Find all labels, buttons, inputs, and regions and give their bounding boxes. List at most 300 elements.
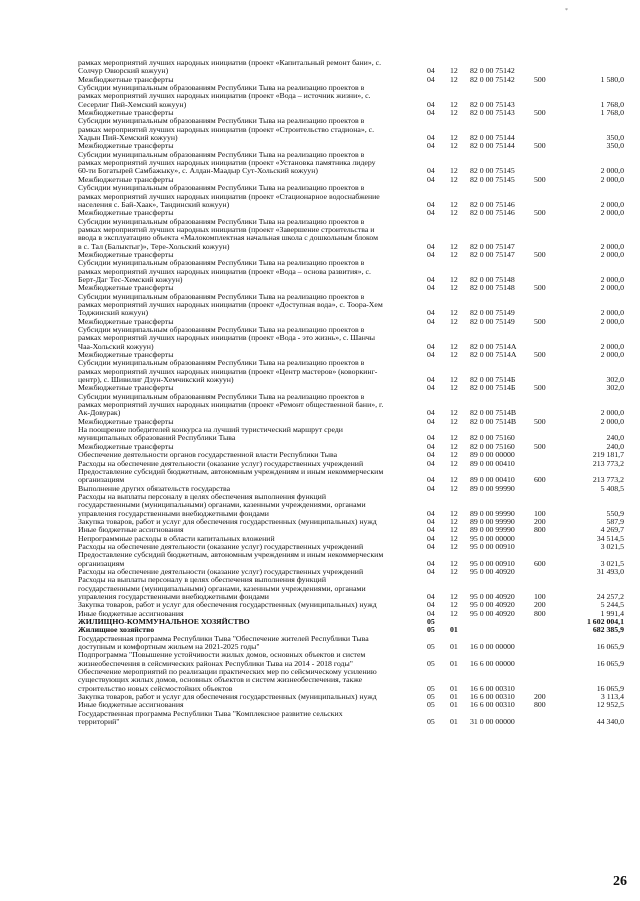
row-name-line: Субсидии муниципальным образованиям Республики Тыва на реализацию проектов в <box>78 149 365 159</box>
amount: 550,9 <box>606 508 624 518</box>
subsection-code: 12 <box>450 450 458 460</box>
section-code: 04 <box>427 133 435 143</box>
row-name-line: организациям <box>78 475 125 485</box>
target-article-code: 16 0 00 00000 <box>470 642 515 652</box>
expense-type-code: 500 <box>534 383 546 393</box>
row-name <box>78 710 418 727</box>
subsection-code: 12 <box>450 66 458 76</box>
row-name-line: рамках мероприятий лучших народных инициатив (проект «Доступная вода», с. Тоора-Хем <box>78 299 383 309</box>
section-code: 04 <box>427 558 435 568</box>
expense-type-code: 500 <box>534 74 546 84</box>
row-name-line: Субсидии муниципальным образованиям Республики Тыва на реализацию проектов в <box>78 258 365 268</box>
target-article-code: 89 0 00 99990 <box>470 483 515 493</box>
amount: 16 065,9 <box>596 658 624 668</box>
row-name-line: в с. Тал (Балыктыг)», Тере-Хольский кожуун) <box>78 241 230 251</box>
section-code: 04 <box>427 208 435 218</box>
row-name-line: Межбюджетные трансферты <box>78 74 174 84</box>
section-code: 04 <box>427 566 435 576</box>
target-article-code: 95 0 00 40920 <box>470 600 515 610</box>
row-name-line: Чаа-Хольский кожуун) <box>78 341 154 351</box>
row-name-line: Межбюджетные трансферты <box>78 416 174 426</box>
subsection-code: 01 <box>450 658 458 668</box>
subsection-code: 12 <box>450 241 458 251</box>
section-code: 05 <box>427 658 435 668</box>
table-row <box>78 84 638 109</box>
amount: 34 514,5 <box>596 533 624 543</box>
amount: 1 991,4 <box>600 608 624 618</box>
row-name-line: Тоджинский кожуун) <box>78 308 149 318</box>
section-code: 04 <box>427 458 435 468</box>
row-name <box>78 218 418 251</box>
target-article-code: 95 0 00 40920 <box>470 566 515 576</box>
amount: 2 000,0 <box>600 199 624 209</box>
row-name-line: Солчур Овюрский кожуун) <box>78 66 169 76</box>
target-article-code: 95 0 00 40920 <box>470 592 515 601</box>
section-code: 04 <box>427 249 435 259</box>
amount: 2 000,0 <box>600 350 624 360</box>
table-row <box>78 359 638 384</box>
row-name-line: Жилищное хозяйство <box>78 625 155 635</box>
table-row <box>78 551 638 568</box>
target-article-code: 82 0 00 75145 <box>470 174 515 184</box>
row-name-line: Предоставление субсидий бюджетным, автономным учреждениям и иным некоммерческим <box>78 466 384 476</box>
row-name-line: рамках мероприятий лучших народных инициатив (проект «Капитальный ремонт бани», с. <box>78 58 382 67</box>
budget-table <box>78 59 638 727</box>
row-name-line: Субсидии муниципальным образованиям Республики Тыва на реализацию проектов в <box>78 116 365 126</box>
row-name-line: Иные бюджетные ассигнования <box>78 700 184 710</box>
table-row <box>78 293 638 318</box>
table-row <box>78 651 638 668</box>
target-article-code: 82 0 00 75149 <box>470 316 515 326</box>
section-code: 04 <box>427 600 435 610</box>
expense-type-code: 800 <box>534 700 546 710</box>
table-row <box>78 493 638 518</box>
target-article-code: 95 0 00 00910 <box>470 541 515 551</box>
amount: 350,0 <box>606 133 624 143</box>
subsection-code: 12 <box>450 274 458 284</box>
row-name <box>78 493 418 518</box>
subsection-code: 12 <box>450 608 458 618</box>
amount: 213 773,2 <box>592 475 624 485</box>
table-row <box>78 151 638 176</box>
section-code: 04 <box>427 450 435 460</box>
row-name-line: Государственная программа Республики Тыва "Комплексное развитие сельских <box>78 708 343 718</box>
subsection-code: 01 <box>450 692 458 702</box>
subsection-code: 12 <box>450 133 458 143</box>
subsection-code: 12 <box>450 174 458 184</box>
table-row <box>78 426 638 443</box>
row-name-line: Обеспечение деятельности органов государственной власти Республики Тыва <box>78 450 338 460</box>
target-article-code: 82 0 00 75143 <box>470 99 515 109</box>
expense-type-code: 500 <box>534 283 546 293</box>
target-article-code: 95 0 00 00000 <box>470 533 515 543</box>
row-name <box>78 59 418 76</box>
section-code: 04 <box>427 525 435 535</box>
section-code: 04 <box>427 108 435 118</box>
amount: 219 181,7 <box>592 450 624 460</box>
section-code: 05 <box>427 625 435 635</box>
expense-type-code: 600 <box>534 475 546 485</box>
section-code: 05 <box>427 617 435 627</box>
row-name-line: Субсидии муниципальным образованиям Республики Тыва на реализацию проектов в <box>78 325 365 334</box>
subsection-code: 12 <box>450 249 458 259</box>
amount: 5 244,5 <box>600 600 624 610</box>
amount: 12 952,5 <box>596 700 624 710</box>
amount: 2 000,0 <box>600 241 624 251</box>
target-article-code: 89 0 00 99990 <box>470 516 515 526</box>
subsection-code: 12 <box>450 592 458 601</box>
target-article-code: 82 0 00 75160 <box>470 433 515 443</box>
expense-type-code: 500 <box>534 174 546 184</box>
target-article-code: 89 0 00 00410 <box>470 458 515 468</box>
amount: 3 021,5 <box>600 558 624 568</box>
amount: 24 257,2 <box>596 592 624 601</box>
amount: 16 065,9 <box>596 683 624 693</box>
expense-type-code: 800 <box>534 525 546 535</box>
subsection-code: 12 <box>450 283 458 293</box>
row-name-line: Субсидии муниципальным образованиям Республики Тыва на реализацию проектов в <box>78 183 365 193</box>
subsection-code: 12 <box>450 99 458 109</box>
row-name-line: территорий" <box>78 717 120 727</box>
row-name-line: Хадын Пий-Хемский кожуун) <box>78 133 178 143</box>
target-article-code: 82 0 00 7514А <box>470 350 517 360</box>
target-article-code: 82 0 00 75144 <box>470 133 515 143</box>
target-article-code: 89 0 00 00000 <box>470 450 515 460</box>
row-name <box>78 651 418 668</box>
table-row <box>78 218 638 251</box>
section-code: 05 <box>427 683 435 693</box>
target-article-code: 82 0 00 75146 <box>470 199 515 209</box>
amount: 2 000,0 <box>600 316 624 326</box>
section-code: 04 <box>427 174 435 184</box>
row-name <box>78 326 418 351</box>
amount: 240,0 <box>606 441 624 451</box>
table-row <box>78 668 638 693</box>
target-article-code: 82 0 00 75149 <box>470 308 515 318</box>
amount: 3 021,5 <box>600 541 624 551</box>
amount: 2 000,0 <box>600 249 624 259</box>
table-row <box>78 326 638 351</box>
subsection-code: 12 <box>450 208 458 218</box>
row-name-line: рамках мероприятий лучших народных инициатив (проект «Вода - это жизнь», с. Шанчы <box>78 333 376 343</box>
target-article-code: 82 0 00 75147 <box>470 241 515 251</box>
amount: 2 000,0 <box>600 174 624 184</box>
row-name-line: Субсидии муниципальным образованиям Республики Тыва на реализацию проектов в <box>78 216 365 226</box>
row-name-line: управления государственными внебюджетными фондами <box>78 592 269 601</box>
subsection-code: 12 <box>450 408 458 418</box>
subsection-code: 12 <box>450 375 458 385</box>
amount: 2 000,0 <box>600 208 624 218</box>
target-article-code: 82 0 00 75142 <box>470 66 515 76</box>
row-name-line: населения с. Бай-Хаак», Тандинский кожуун) <box>78 199 230 209</box>
table-row <box>78 184 638 209</box>
section-code: 04 <box>427 283 435 293</box>
row-name-line: жизнеобеспечения в сейсмических районах Республики Тыва на 2014 - 2018 годы" <box>78 658 353 668</box>
amount: 1 768,0 <box>600 108 624 118</box>
table-row <box>78 635 638 652</box>
row-name-line: строительство новых сейсмостойких объектов <box>78 683 233 693</box>
target-article-code: 82 0 00 7514А <box>470 341 517 351</box>
amount: 302,0 <box>606 383 624 393</box>
target-article-code: 82 0 00 75144 <box>470 141 515 151</box>
amount: 2 000,0 <box>600 341 624 351</box>
section-code: 04 <box>427 350 435 360</box>
amount: 2 000,0 <box>600 283 624 293</box>
subsection-code: 12 <box>450 441 458 451</box>
row-name-line: Обеспечение мероприятий по реализации практических мер по сейсмическому усилению <box>78 667 377 677</box>
section-code: 04 <box>427 274 435 284</box>
section-code: 04 <box>427 475 435 485</box>
section-code: 04 <box>427 483 435 493</box>
target-article-code: 82 0 00 75142 <box>470 74 515 84</box>
row-name-line: Межбюджетные трансферты <box>78 283 174 293</box>
section-code: 05 <box>427 700 435 710</box>
row-name-line: муниципальных образований Республики Тыва <box>78 433 236 443</box>
row-name-line: 60-ти Богатырей Самбажыку», с. Алдан-Маадыр Сут-Хольский кожуун) <box>78 166 318 176</box>
amount: 682 385,9 <box>592 625 624 635</box>
subsection-code: 12 <box>450 516 458 526</box>
table-row <box>78 117 638 142</box>
row-name-line: На поощрение победителей конкурса на лучший туристический маршрут среди <box>78 425 343 435</box>
target-article-code: 16 6 00 00310 <box>470 700 515 710</box>
row-name <box>78 259 418 284</box>
expense-type-code: 500 <box>534 350 546 360</box>
target-article-code: 82 0 00 75160 <box>470 441 515 451</box>
amount: 2 000,0 <box>600 308 624 318</box>
section-code: 04 <box>427 375 435 385</box>
row-name-line: ЖИЛИЩНО-КОММУНАЛЬНОЕ ХОЗЯЙСТВО <box>78 617 250 627</box>
expense-type-code: 500 <box>534 316 546 326</box>
expense-type-code: 200 <box>534 600 546 610</box>
section-code: 04 <box>427 241 435 251</box>
amount: 2 000,0 <box>600 408 624 418</box>
amount: 213 773,2 <box>592 458 624 468</box>
row-name <box>78 293 418 318</box>
target-article-code: 82 0 00 75143 <box>470 108 515 118</box>
row-name-line: доступным и комфортным жильем на 2021-2025 годы" <box>78 642 260 652</box>
row-name-line: рамках мероприятий лучших народных инициатив (проект «Вода – основа развития», с. <box>78 266 371 276</box>
table-row <box>78 468 638 485</box>
row-name-line: Закупка товаров, работ и услуг для обеспечения государственных (муниципальных) нужд <box>78 600 377 610</box>
expense-type-code: 500 <box>534 441 546 451</box>
amount: 44 340,0 <box>596 717 624 727</box>
page-number: 26 <box>613 874 627 889</box>
row-name <box>78 117 418 142</box>
row-name-line: рамках мероприятий лучших народных инициатив (проект «Установка памятника лидеру <box>78 158 376 168</box>
row-name-line: центр), с. Шивилиг Дзун-Хемчикский кожуун) <box>78 375 234 385</box>
subsection-code: 12 <box>450 350 458 360</box>
subsection-code: 12 <box>450 141 458 151</box>
target-article-code: 16 6 00 00310 <box>470 692 515 702</box>
subsection-code: 12 <box>450 316 458 326</box>
row-name-line: рамках мероприятий лучших народных инициатив (проект «Строительство стадиона», с. <box>78 124 375 134</box>
row-name-line: государственными (муниципальными) органами, казенными учреждениями, органами <box>78 500 366 510</box>
section-code: 04 <box>427 74 435 84</box>
section-code: 04 <box>427 441 435 451</box>
subsection-code: 12 <box>450 108 458 118</box>
row-name-line: государственными (муниципальными) органами, казенными учреждениями, органами <box>78 583 366 593</box>
row-name <box>78 551 418 568</box>
row-name <box>78 635 418 652</box>
row-name <box>78 576 418 601</box>
row-name <box>78 359 418 384</box>
table-row <box>78 576 638 601</box>
table-row <box>78 393 638 418</box>
row-name-line: Берт-Даг Тес-Хемский кожуун) <box>78 274 183 284</box>
row-name-line: Непрограммные расходы в области капитальных вложений <box>78 533 275 543</box>
section-code: 04 <box>427 516 435 526</box>
row-name <box>78 84 418 109</box>
expense-type-code: 500 <box>534 108 546 118</box>
row-name-line: Расходы на выплаты персоналу в целях обеспечения выполнения функций <box>78 491 327 501</box>
subsection-code: 12 <box>450 508 458 518</box>
row-name-line: Иные бюджетные ассигнования <box>78 525 184 535</box>
section-code: 05 <box>427 692 435 702</box>
row-name-line: Межбюджетные трансферты <box>78 249 174 259</box>
expense-type-code: 200 <box>534 692 546 702</box>
target-article-code: 82 0 00 7514Б <box>470 383 516 393</box>
subsection-code: 12 <box>450 308 458 318</box>
row-name-line: Ак-Довурак) <box>78 408 121 418</box>
subsection-code: 12 <box>450 74 458 84</box>
expense-type-code: 800 <box>534 608 546 618</box>
section-code: 04 <box>427 383 435 393</box>
subsection-code: 12 <box>450 483 458 493</box>
subsection-code: 01 <box>450 642 458 652</box>
subsection-code: 01 <box>450 700 458 710</box>
row-name-line: Межбюджетные трансферты <box>78 174 174 184</box>
row-name-line: рамках мероприятий лучших народных инициатив (проект «Стационарное водоснабжение <box>78 191 380 201</box>
row-name-line: ввода в эксплуатацию объекта «Малокомплектная начальная школа с дошкольным блоком <box>78 233 379 243</box>
expense-type-code: 500 <box>534 208 546 218</box>
row-name-line: Выполнение других обязательств государства <box>78 483 231 493</box>
target-article-code: 31 0 00 00000 <box>470 717 515 727</box>
row-name-line: Субсидии муниципальным образованиям Республики Тыва на реализацию проектов в <box>78 358 365 368</box>
target-article-code: 82 0 00 75148 <box>470 283 515 293</box>
subsection-code: 01 <box>450 683 458 693</box>
target-article-code: 89 0 00 99990 <box>470 508 515 518</box>
amount: 1 768,0 <box>600 99 624 109</box>
amount: 1 602 004,1 <box>586 617 624 627</box>
expense-type-code: 100 <box>534 508 546 518</box>
subsection-code: 01 <box>450 717 458 727</box>
target-article-code: 82 0 00 7514В <box>470 408 517 418</box>
subsection-code: 12 <box>450 533 458 543</box>
row-name-line: рамках мероприятий лучших народных инициатив (проект «Вода – источник жизни», с. <box>78 91 371 101</box>
row-name-line: рамках мероприятий лучших народных инициатив (проект «Ремонт общественной бани», г. <box>78 400 384 410</box>
subsection-code: 12 <box>450 558 458 568</box>
amount: 587,9 <box>606 516 624 526</box>
target-article-code: 82 0 00 7514Б <box>470 375 516 385</box>
target-article-code: 89 0 00 99990 <box>470 525 515 535</box>
amount: 5 408,5 <box>600 483 624 493</box>
row-name-line: Субсидии муниципальным образованиям Республики Тыва на реализацию проектов в <box>78 291 365 301</box>
section-code: 04 <box>427 199 435 209</box>
corner-mark: * <box>565 8 568 14</box>
section-code: 04 <box>427 541 435 551</box>
subsection-code: 12 <box>450 166 458 176</box>
row-name-line: Межбюджетные трансферты <box>78 441 174 451</box>
amount: 3 113,4 <box>600 692 624 702</box>
subsection-code: 12 <box>450 541 458 551</box>
amount: 31 493,0 <box>596 566 624 576</box>
amount: 1 580,0 <box>600 74 624 84</box>
section-code: 04 <box>427 416 435 426</box>
expense-type-code: 100 <box>534 592 546 601</box>
subsection-code: 12 <box>450 566 458 576</box>
subsection-code: 12 <box>450 525 458 535</box>
row-name <box>78 468 418 485</box>
subsection-code: 12 <box>450 600 458 610</box>
table-row <box>78 259 638 284</box>
subsection-code: 12 <box>450 383 458 393</box>
row-name-line: Расходы на обеспечение деятельности (оказание услуг) государственных учреждений <box>78 458 364 468</box>
row-name-line: Расходы на обеспечение деятельности (оказание услуг) государственных учреждений <box>78 541 364 551</box>
row-name-line: Межбюджетные трансферты <box>78 208 174 218</box>
row-name-line: Субсидии муниципальным образованиям Республики Тыва на реализацию проектов в <box>78 391 365 401</box>
row-name-line: существующих жилых домов, основных объектов и систем жизнеобеспечения, также <box>78 675 363 685</box>
target-article-code: 82 0 00 75147 <box>470 249 515 259</box>
section-code: 04 <box>427 533 435 543</box>
row-name <box>78 184 418 209</box>
section-code: 04 <box>427 341 435 351</box>
row-name-line: рамках мероприятий лучших народных инициатив (проект «Завершение строительства и <box>78 224 375 234</box>
section-code: 04 <box>427 592 435 601</box>
expense-type-code: 500 <box>534 416 546 426</box>
section-code: 04 <box>427 166 435 176</box>
row-name <box>78 151 418 176</box>
section-code: 04 <box>427 99 435 109</box>
row-name-line: Расходы на обеспечение деятельности (оказание услуг) государственных учреждений <box>78 566 364 576</box>
amount: 2 000,0 <box>600 166 624 176</box>
section-code: 04 <box>427 608 435 618</box>
target-article-code: 82 0 00 75145 <box>470 166 515 176</box>
target-article-code: 82 0 00 75146 <box>470 208 515 218</box>
row-name-line: Межбюджетные трансферты <box>78 108 174 118</box>
row-name-line: Расходы на выплаты персоналу в целях обеспечения выполнения функций <box>78 575 327 585</box>
subsection-code: 12 <box>450 199 458 209</box>
row-name-line: Иные бюджетные ассигнования <box>78 608 184 618</box>
section-code: 04 <box>427 408 435 418</box>
row-name-line: Закупка товаров, работ и услуг для обеспечения государственных (муниципальных) нужд <box>78 516 377 526</box>
row-name-line: Межбюджетные трансферты <box>78 350 174 360</box>
section-code: 04 <box>427 508 435 518</box>
target-article-code: 16 6 00 00310 <box>470 683 515 693</box>
row-name-line: рамках мероприятий лучших народных инициатив (проект «Центр мастеров» (коворкинг- <box>78 366 378 376</box>
amount: 4 269,7 <box>600 525 624 535</box>
subsection-code: 12 <box>450 475 458 485</box>
target-article-code: 16 6 00 00000 <box>470 658 515 668</box>
target-article-code: 95 0 00 00910 <box>470 558 515 568</box>
row-name <box>78 426 418 443</box>
amount: 350,0 <box>606 141 624 151</box>
row-name-line: Межбюджетные трансферты <box>78 316 174 326</box>
row-name <box>78 668 418 693</box>
table-row <box>78 59 638 76</box>
amount: 240,0 <box>606 433 624 443</box>
row-name-line: Сесерлиг Пий-Хемский кожуун) <box>78 99 187 109</box>
row-name-line: Подпрограмма "Повышение устойчивости жилых домов, основных объектов и систем <box>78 650 366 660</box>
amount: 2 000,0 <box>600 416 624 426</box>
expense-type-code: 200 <box>534 516 546 526</box>
row-name-line: Межбюджетные трансферты <box>78 141 174 151</box>
table-row <box>78 710 638 727</box>
expense-type-code: 500 <box>534 249 546 259</box>
section-code: 04 <box>427 141 435 151</box>
table-row <box>78 618 638 626</box>
section-code: 04 <box>427 66 435 76</box>
row-name-line: Предоставление субсидий бюджетным, автономным учреждениям и иным некоммерческим <box>78 550 384 560</box>
